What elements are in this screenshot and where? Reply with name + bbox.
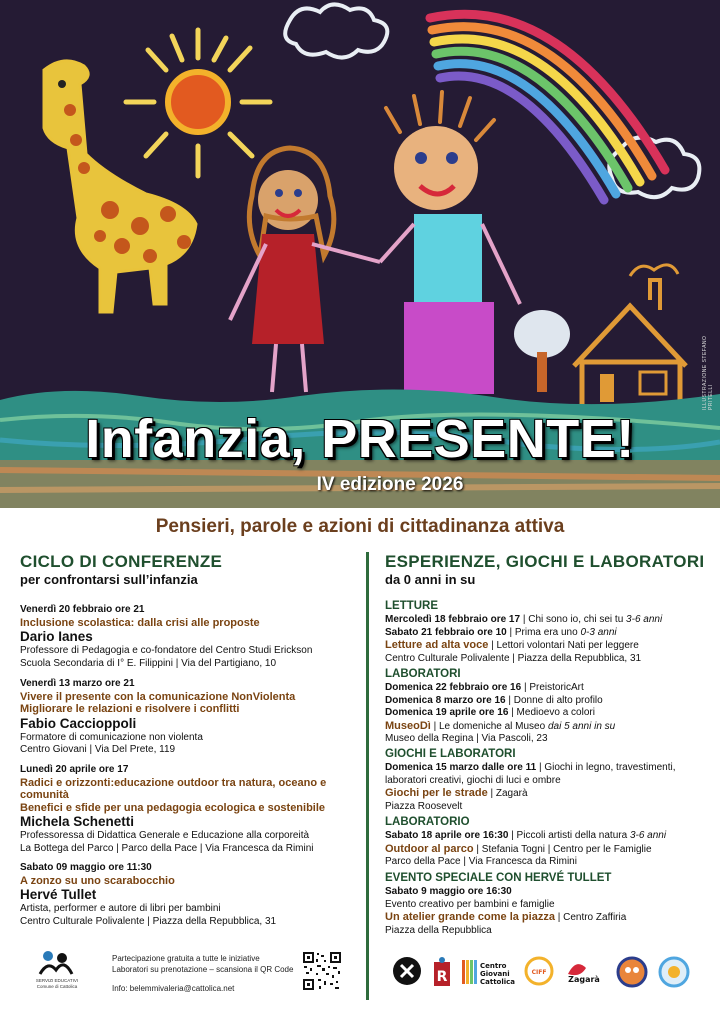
conference-event xyxy=(20,764,350,855)
outdoor-workshop-block xyxy=(385,816,710,869)
svg-text:Zagarà: Zagarà xyxy=(568,975,600,984)
talk-title: Vivere il presente con la comunicazione NonViolenta xyxy=(20,690,296,703)
workshops-column xyxy=(385,552,710,936)
talk-title: Inclusione scolastica: dalla crisi alle proposte xyxy=(20,616,260,629)
schedule-line: Domenica 22 febbraio ore 16 | PreistoricArt xyxy=(385,682,584,693)
logo-label: SERVIZI EDUCATIVI Comune di Cattolica xyxy=(35,978,79,989)
schedule-line: Domenica 19 aprile ore 16 | Medioevo a colori xyxy=(385,707,595,718)
conferences-title: CICLO DI CONFERENZE xyxy=(20,552,223,571)
schedule-line: Mercoledì 18 febbraio ore 17 | Chi sono io, chi sei tu 3-6 anni xyxy=(385,614,663,625)
speaker-role: Formatore di comunicazione non violenta xyxy=(20,731,203,743)
speaker-name: Fabio Caccioppoli xyxy=(20,715,137,731)
event-venue: Scuola Secondaria di I° E. Filippini | Via del Partigiano, 10 xyxy=(20,657,277,669)
partner-blue-logo-icon xyxy=(658,956,690,988)
speaker-name: Hervé Tullet xyxy=(20,887,97,902)
partner-r-logo-icon xyxy=(432,956,452,988)
partner-orange-logo-icon xyxy=(616,956,648,988)
contact-email[interactable]: Info: belemmivaleria@cattolica.net xyxy=(112,984,235,993)
zagara-logo-icon xyxy=(564,956,604,986)
block-heading: EVENTO SPECIALE CON HERVÉ TULLET xyxy=(385,872,612,884)
speaker-role: Professoressa di Didattica Generale e Educazione alla corporeità xyxy=(20,830,310,841)
talk-title: Radici e orizzonti:educazione outdoor tra natura, oceano e comunità xyxy=(20,776,327,801)
svg-text:R: R xyxy=(436,969,448,985)
venue-line: Centro Culturale Polivalente | Piazza della Repubblica, 31 xyxy=(385,652,642,664)
svg-text:Giovani: Giovani xyxy=(480,970,510,978)
conference-event xyxy=(20,678,350,757)
venue-line: Museo della Regina | Via Pascoli, 23 xyxy=(385,733,548,744)
event-date: Venerdì 13 marzo ore 21 xyxy=(20,678,135,689)
venue-line: Piazza della Repubblica xyxy=(385,924,492,936)
participation-info xyxy=(112,953,302,994)
ciff-tole-logo-icon xyxy=(524,956,554,986)
speaker-role: Artista, performer e autore di libri per bambini xyxy=(20,903,221,914)
activity-line: Outdoor al parco | Stefania Togni | Centro per le Famiglie xyxy=(385,842,652,855)
special-event-block xyxy=(385,872,710,937)
talk-subtitle: Migliorare le relazioni e risolvere i conflitti xyxy=(20,703,240,715)
event-date: Sabato 09 maggio ore 11:30 xyxy=(20,862,152,873)
schedule-line: Sabato 18 aprile ore 16:30 | Piccoli artisti della natura 3-6 anni xyxy=(385,830,667,841)
workshops-title: ESPERIENZE, GIOCHI E LABORATORI xyxy=(385,552,705,571)
activity-line: MuseoDì | Le domeniche al Museo dai 5 anni in su xyxy=(385,719,616,732)
workshops-block xyxy=(385,668,710,746)
conferences-column xyxy=(20,552,350,927)
children-logo-icon xyxy=(34,948,78,978)
description-line: Evento creativo per bambini e famiglie xyxy=(385,898,555,910)
games-block xyxy=(385,748,710,813)
edition-label: IV edizione 2026 xyxy=(316,474,464,495)
conferences-subtitle: per confrontarsi sull’infanzia xyxy=(20,572,198,587)
svg-text:CIFF: CIFF xyxy=(531,969,547,976)
event-venue: La Bottega del Parco | Parco della Pace | Via Francesca da Rimini xyxy=(20,842,314,854)
schedule-line: Domenica 8 marzo ore 16 | Donne di alto profilo xyxy=(385,694,603,706)
poster-title: Infanzia, PRESENTE! xyxy=(85,409,635,469)
activity-line: Un atelier grande come la piazza | Centro Zaffiria xyxy=(385,911,627,923)
venue-line: Piazza Roosevelt xyxy=(385,800,463,812)
block-heading: LETTURE xyxy=(385,600,439,612)
free-participation-text: Partecipazione gratuita a tutte le iniziative xyxy=(112,954,260,963)
venue-line: Parco della Pace | Via Francesca da Rimini xyxy=(385,856,577,867)
speaker-name: Michela Schenetti xyxy=(20,814,135,829)
description-line: laboratori creativi, giochi di luci e ombre xyxy=(385,774,561,786)
svg-text:Centro: Centro xyxy=(480,962,507,970)
speaker-name: Dario Ianes xyxy=(20,629,93,644)
event-date: Venerdì 20 febbraio ore 21 xyxy=(20,604,145,615)
conference-event xyxy=(20,862,350,928)
centro-giovani-logo-icon xyxy=(462,956,518,988)
activity-line: Giochi per le strade | Zagarà xyxy=(385,787,528,799)
readings-block xyxy=(385,600,710,665)
talk-subtitle: Benefici e sfide per una pedagogia ecologica e sostenibile xyxy=(20,801,326,814)
conference-event xyxy=(20,604,350,670)
educational-services-logo xyxy=(34,948,78,998)
partner-logos xyxy=(388,956,698,994)
block-heading: LABORATORIO xyxy=(385,816,470,828)
hero-illustration xyxy=(0,0,720,508)
svg-text:Cattolica: Cattolica xyxy=(480,978,516,986)
activity-line: Letture ad alta voce | Lettori volontari Nati per leggere xyxy=(385,639,639,651)
block-heading: LABORATORI xyxy=(385,668,461,680)
partner-circle-logo-icon xyxy=(392,956,422,986)
event-date: Lunedì 20 aprile ore 17 xyxy=(20,764,129,775)
speaker-role: Professore di Pedagogia e co-fondatore del Centro Studi Erickson xyxy=(20,645,313,656)
column-divider xyxy=(366,552,369,1000)
illustration-credit: ILLUSTRAZIONE STEFANO PRITELLI xyxy=(702,335,714,410)
workshops-subtitle: da 0 anni in su xyxy=(385,572,476,587)
block-heading: GIOCHI E LABORATORI xyxy=(385,748,516,760)
booking-text: Laboratori su prenotazione – scansiona il QR Code xyxy=(112,965,294,974)
schedule-line: Sabato 21 febbraio ore 10 | Prima era uno 0-3 anni xyxy=(385,626,617,638)
schedule-line: Domenica 15 marzo dalle ore 11 | Giochi in legno, travestimenti, xyxy=(385,762,676,773)
event-venue: Centro Giovani | Via Del Prete, 119 xyxy=(20,744,176,755)
qr-code-icon[interactable] xyxy=(302,951,342,991)
schedule-line: Sabato 9 maggio ore 16:30 xyxy=(385,886,512,897)
poster-subtitle: Pensieri, parole e azioni di cittadinanza attiva xyxy=(155,516,565,537)
event-venue: Centro Culturale Polivalente | Piazza della Repubblica, 31 xyxy=(20,915,277,927)
talk-title: A zonzo su uno scarabocchio xyxy=(20,874,175,887)
